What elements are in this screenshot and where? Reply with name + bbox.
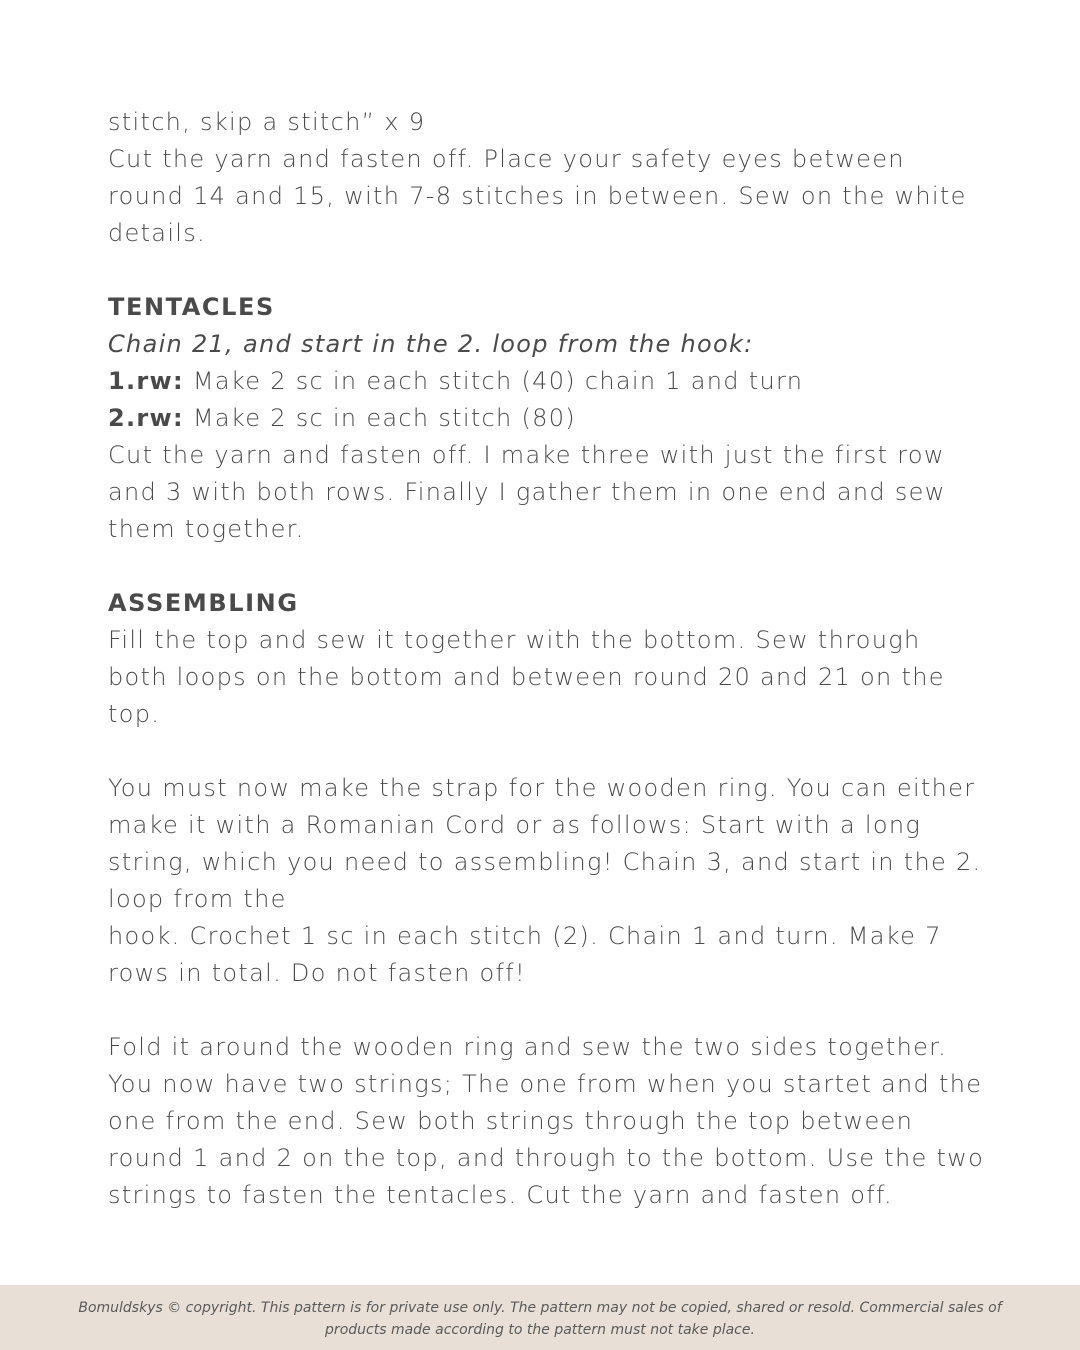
copyright-text: Bomuldskys © copyright. This pattern is for private use only. The pattern may not be copied, shared or resold. Commercial sales of products made according to the pattern must not take place. xyxy=(78,1300,1002,1338)
tentacles-row-2 xyxy=(108,400,988,437)
tentacles-row-1 xyxy=(108,363,988,400)
copyright-footer xyxy=(0,1285,1080,1350)
assembling-paragraph-2b: hook. Crochet 1 sc in each stitch (2). Chain 1 and turn. Make 7 rows in total. Do not fasten off! xyxy=(108,922,942,987)
row-text: Make 2 sc in each stitch (40) chain 1 and turn xyxy=(183,367,804,395)
row-label: 1.rw: xyxy=(108,367,184,395)
assembling-heading: ASSEMBLING xyxy=(108,589,299,617)
spacer xyxy=(108,992,988,1029)
tentacles-heading: TENTACLES xyxy=(108,293,275,321)
row-label: 2.rw: xyxy=(108,404,184,432)
pattern-body xyxy=(108,104,988,1214)
assembling-paragraph-1: Fill the top and sew it together with the bottom. Sew through both loops on the bottom and between round 20 and 21 on the top. xyxy=(108,626,945,728)
spacer xyxy=(108,252,988,289)
assembling-paragraph-3: Fold it around the wooden ring and sew the two sides together. You now have two strings; The one from when you startet and the one from the end. Sew both strings through the top between round 1 and 2 on the top, and through to the bottom. Use the two strings to fasten the tentacles. Cut the yarn and fasten off. xyxy=(108,1033,985,1209)
spacer xyxy=(108,548,988,585)
spacer xyxy=(108,733,988,770)
intro-line: stitch, skip a stitch” x 9 xyxy=(108,108,426,136)
tentacles-closing: Cut the yarn and fasten off. I make three with just the first row and 3 with both rows. Finally I gather them in one end and sew them together. xyxy=(108,441,946,543)
row-text: Make 2 sc in each stitch (80) xyxy=(183,404,576,432)
assembling-paragraph-2a: You must now make the strap for the wooden ring. You can either make it with a Romanian Cord or as follows: Start with a long string, which you need to assembling! Chain 3, and start in the 2. loop from the xyxy=(108,774,982,913)
intro-paragraph: Cut the yarn and fasten off. Place your safety eyes between round 14 and 15, with 7-8 stitches in between. Sew on the white details. xyxy=(108,145,967,247)
tentacles-instruction: Chain 21, and start in the 2. loop from the hook: xyxy=(108,330,754,358)
